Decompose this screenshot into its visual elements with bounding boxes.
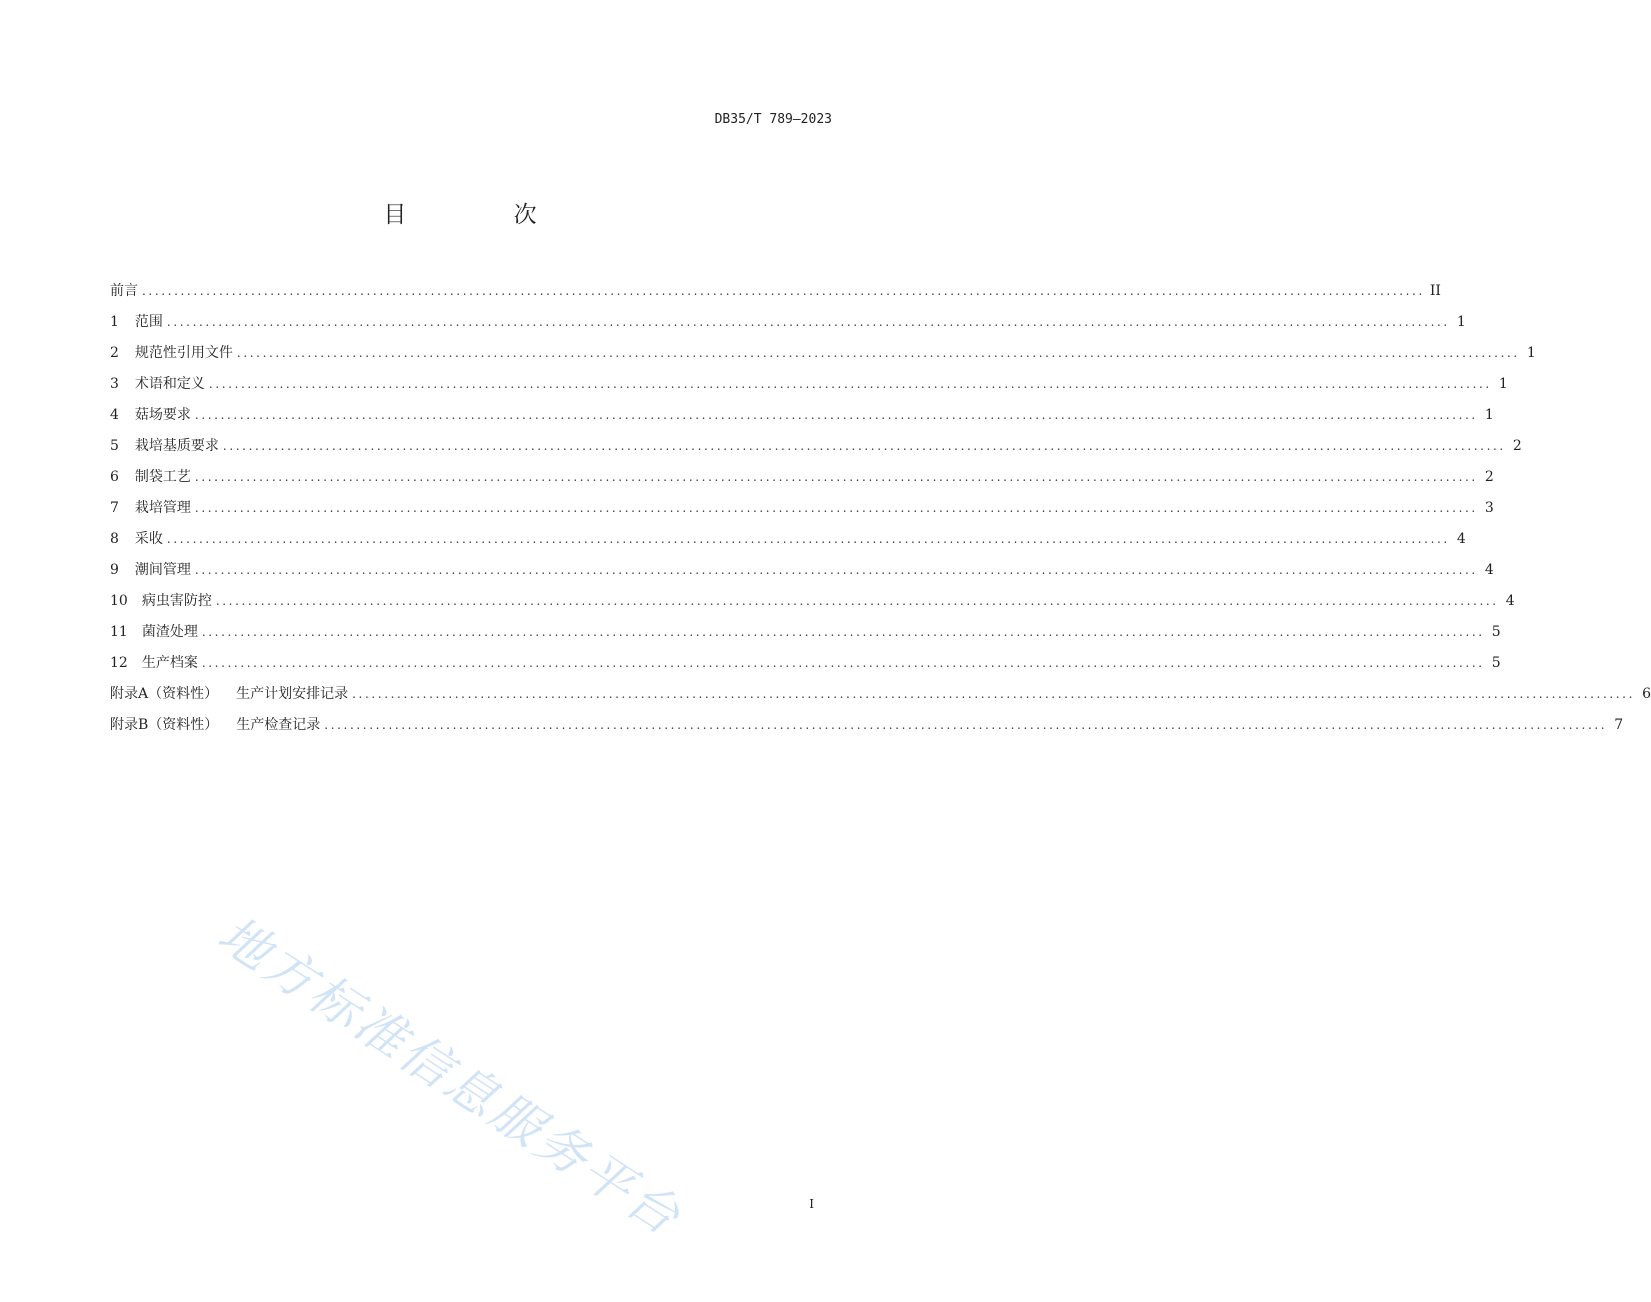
toc-dot-leader: ........................................................................................................................................................................................................: [201, 625, 1485, 639]
toc-entry[interactable]: [110, 715, 1624, 746]
toc-dot-leader: ........................................................................................................................................................................................................: [166, 532, 1450, 546]
toc-entry[interactable]: [110, 405, 1494, 436]
toc-entry-number: 附录A（资料性）: [110, 686, 219, 702]
toc-entry[interactable]: [110, 312, 1466, 343]
toc-entry-number: 12: [110, 655, 128, 671]
toc-entry-label: 栽培基质要求: [134, 438, 219, 454]
toc-entry-number: 6: [110, 469, 119, 485]
toc-entry-page: 1: [1526, 345, 1536, 361]
toc-entry-page: 2: [1512, 438, 1522, 454]
toc-dot-leader: ........................................................................................................................................................................................................: [236, 346, 1520, 360]
watermark: 地方标准信息服务平台: [208, 905, 693, 1248]
toc-dot-leader: ........................................................................................................................................................................................................: [194, 470, 1478, 484]
toc-entry-number: 附录B（资料性）: [110, 717, 219, 733]
toc-entry-label: 制袋工艺: [134, 469, 191, 485]
toc-dot-leader: ........................................................................................................................................................................................................: [208, 377, 1492, 391]
toc-entry[interactable]: [110, 281, 1441, 312]
toc-entry-number: 3: [110, 376, 119, 392]
toc-entry-label: 菇场要求: [134, 407, 191, 423]
toc-entry-label: 采收: [134, 531, 163, 547]
table-of-contents: [110, 281, 1651, 746]
toc-entry-page: 4: [1484, 562, 1494, 578]
toc-entry-number: 10: [110, 593, 128, 609]
toc-entry-page: 1: [1484, 407, 1494, 423]
toc-entry-page: 6: [1642, 686, 1651, 702]
toc-entry-page: 1: [1456, 314, 1466, 330]
toc-dot-leader: ........................................................................................................................................................................................................: [194, 563, 1478, 577]
toc-dot-leader: ........................................................................................................................................................................................................: [324, 718, 1608, 732]
toc-entry-number: 8: [110, 531, 119, 547]
toc-dot-leader: ........................................................................................................................................................................................................: [194, 501, 1478, 515]
toc-entry-label: 前言: [110, 283, 138, 299]
toc-entry[interactable]: [110, 684, 1651, 715]
toc-entry-number: 4: [110, 407, 119, 423]
toc-entry-label: 术语和定义: [134, 376, 205, 392]
toc-entry-number: 2: [110, 345, 119, 361]
toc-entry-page: 2: [1484, 469, 1494, 485]
toc-dot-leader: ........................................................................................................................................................................................................: [215, 594, 1499, 608]
toc-entry-page: II: [1429, 283, 1441, 299]
toc-entry-label: 生产计划安排记录: [236, 686, 349, 702]
toc-entry-label: 菌渣处理: [141, 624, 198, 640]
toc-dot-leader: ........................................................................................................................................................................................................: [142, 284, 1425, 298]
toc-entry[interactable]: [110, 436, 1522, 467]
toc-entry[interactable]: [110, 374, 1508, 405]
toc-dot-leader: ........................................................................................................................................................................................................: [194, 408, 1478, 422]
toc-entry-number: 7: [110, 500, 119, 516]
toc-entry-number: 11: [110, 624, 128, 640]
toc-entry-label: 生产档案: [141, 655, 198, 671]
toc-entry-label: 生产检查记录: [236, 717, 321, 733]
toc-entry-page: 7: [1614, 717, 1624, 733]
toc-entry[interactable]: [110, 529, 1466, 560]
toc-entry-page: 4: [1456, 531, 1466, 547]
toc-entry-page: 5: [1491, 624, 1501, 640]
toc-entry[interactable]: [110, 622, 1501, 653]
toc-entry-page: 3: [1484, 500, 1494, 516]
toc-dot-leader: ........................................................................................................................................................................................................: [222, 439, 1506, 453]
toc-entry-label: 范围: [134, 314, 163, 330]
toc-entry-number: 5: [110, 438, 119, 454]
toc-entry-label: 栽培管理: [134, 500, 191, 516]
toc-entry[interactable]: [110, 653, 1501, 684]
toc-entry-page: 1: [1498, 376, 1508, 392]
toc-entry[interactable]: [110, 467, 1494, 498]
page-title: 目 次: [383, 202, 587, 228]
toc-entry-page: 5: [1491, 655, 1501, 671]
toc-entry[interactable]: [110, 498, 1494, 529]
toc-entry[interactable]: [110, 343, 1536, 374]
toc-dot-leader: ........................................................................................................................................................................................................: [201, 656, 1485, 670]
document-code: DB35/T 789—2023: [714, 112, 832, 127]
page-number: I: [809, 1197, 814, 1211]
toc-dot-leader: ........................................................................................................................................................................................................: [166, 315, 1450, 329]
toc-dot-leader: ........................................................................................................................................................................................................: [352, 687, 1636, 701]
toc-entry[interactable]: [110, 560, 1494, 591]
toc-entry-page: 4: [1505, 593, 1515, 609]
toc-entry-number: 1: [110, 314, 119, 330]
toc-entry-label: 病虫害防控: [141, 593, 212, 609]
toc-entry[interactable]: [110, 591, 1515, 622]
toc-entry-label: 潮间管理: [134, 562, 191, 578]
toc-entry-number: 9: [110, 562, 119, 578]
toc-entry-label: 规范性引用文件: [134, 345, 233, 361]
